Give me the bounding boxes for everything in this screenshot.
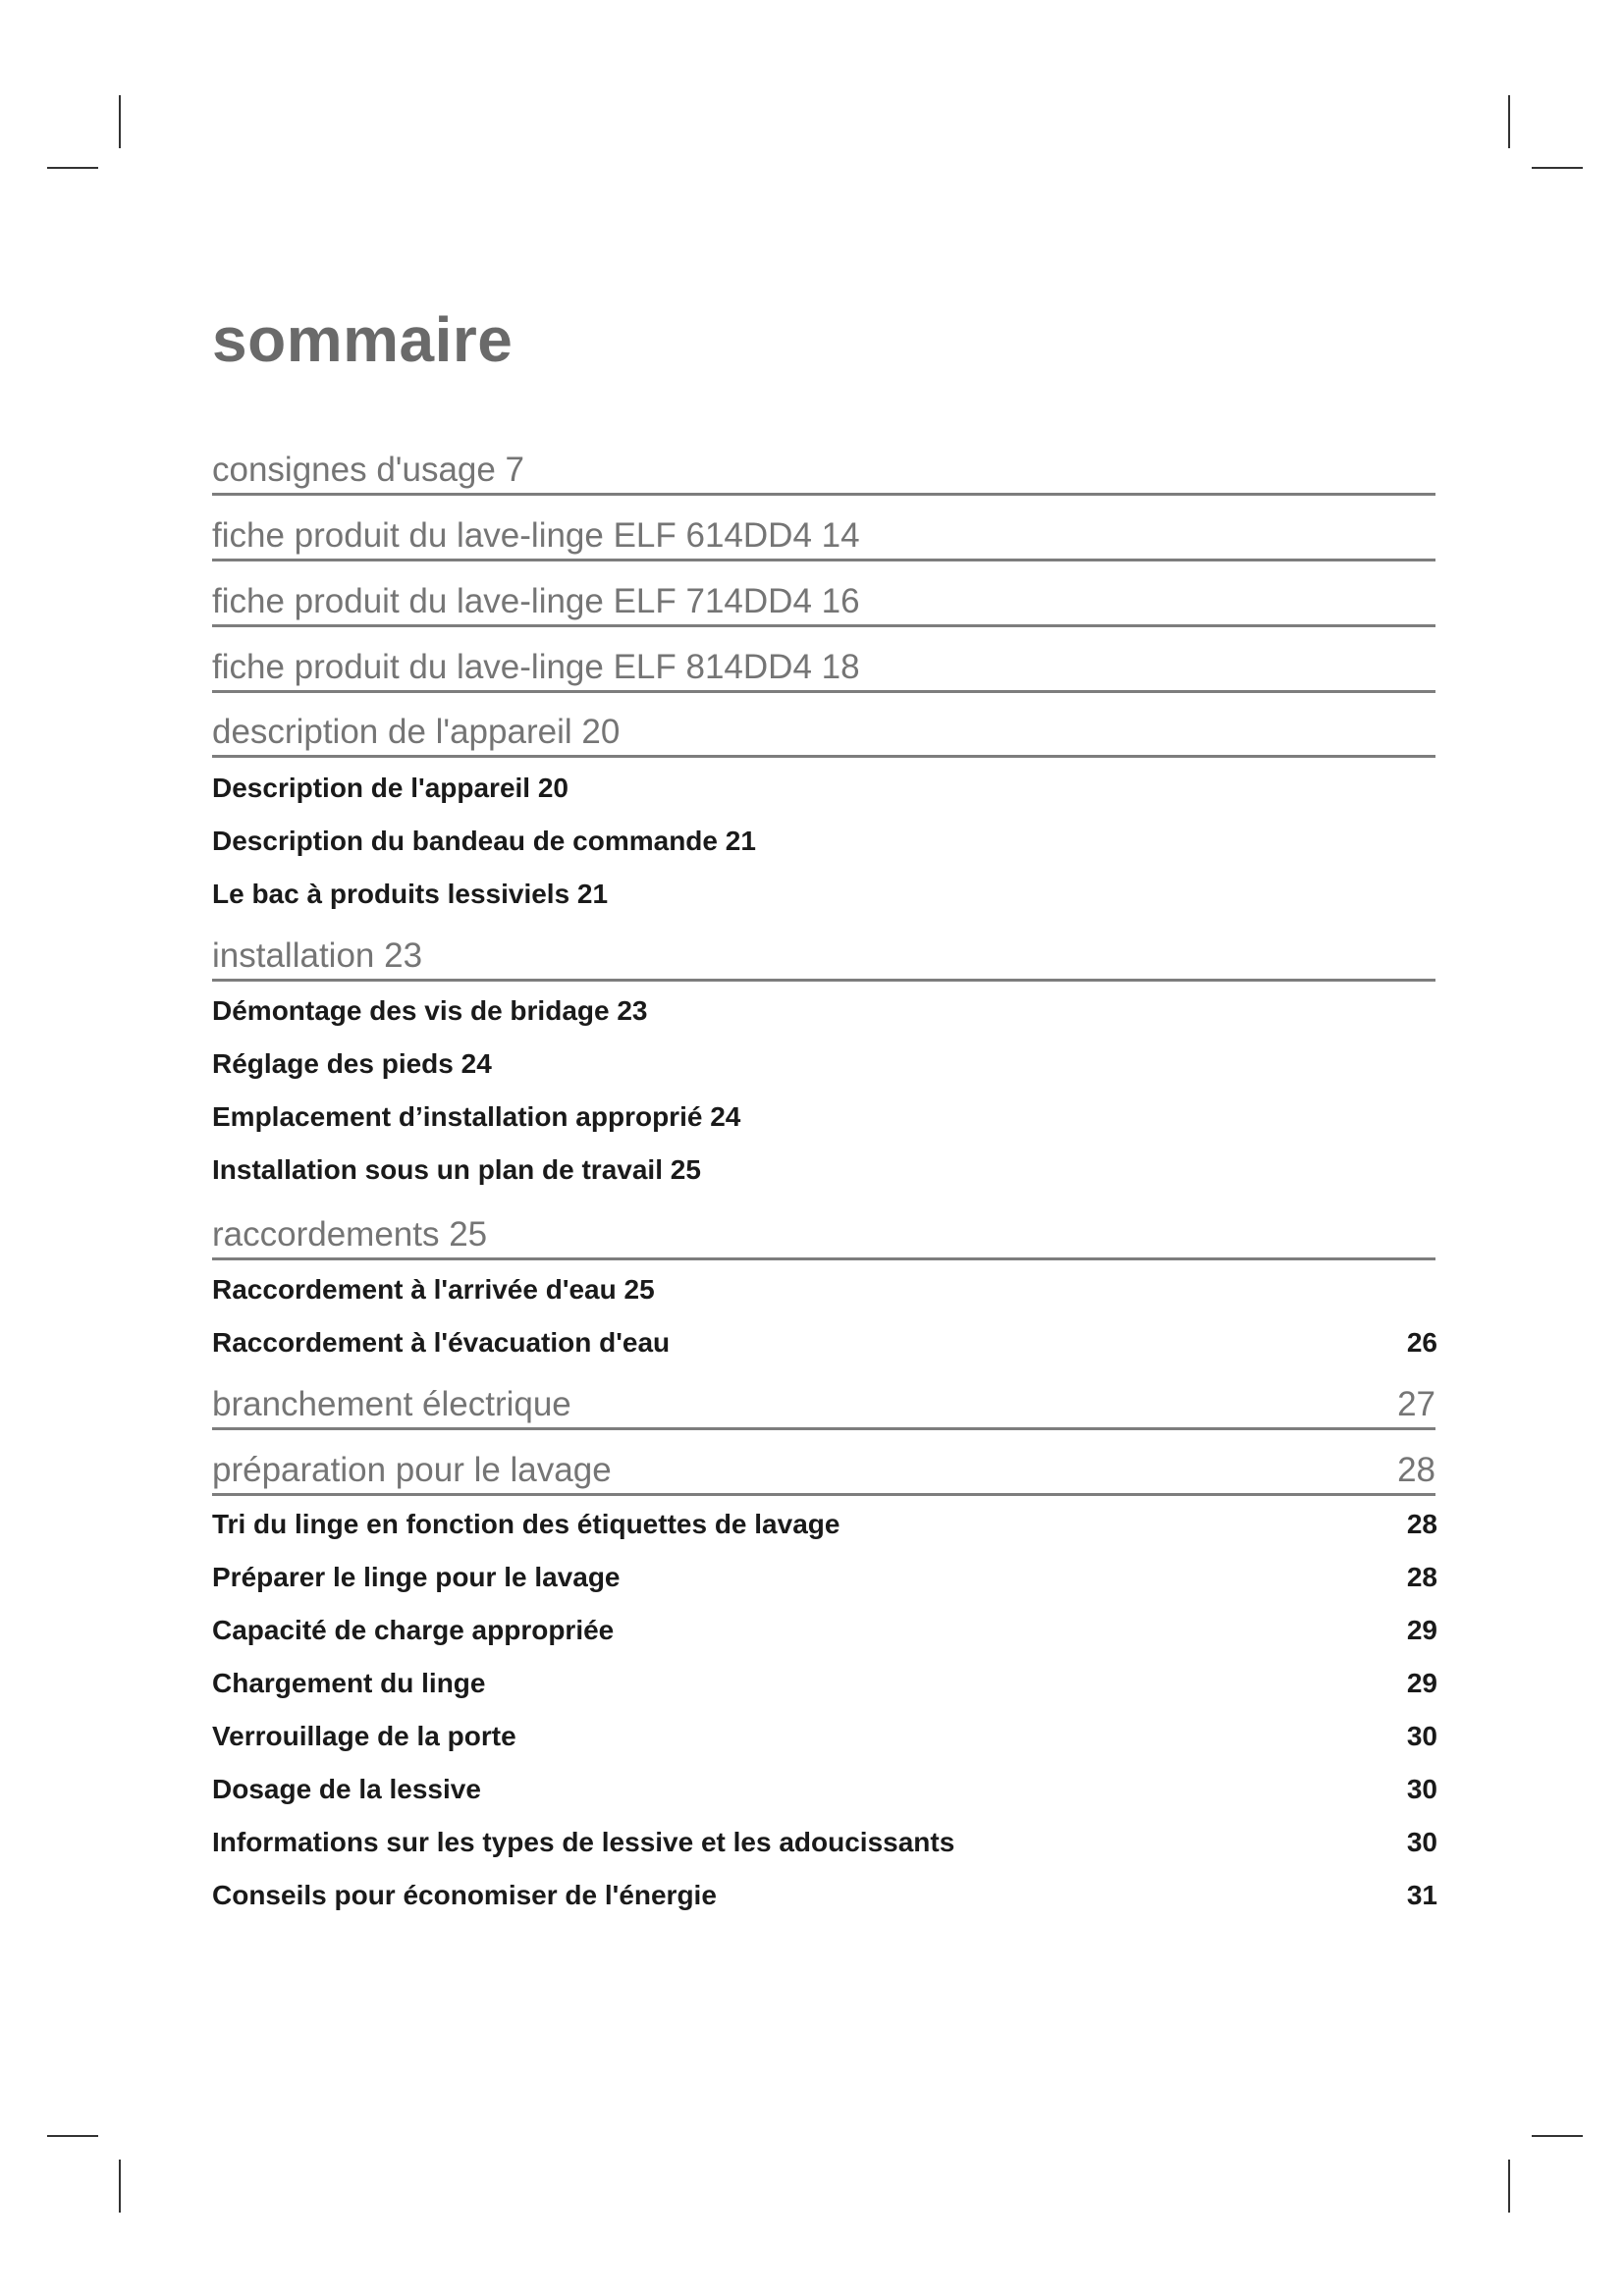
toc-entry-title: Description du bandeau de commande 21 [212,826,756,856]
toc-section-heading[interactable] [212,513,1435,561]
toc-entry[interactable] [212,993,1437,1029]
crop-mark-top-left-vertical [119,95,121,148]
toc-entry-page-number: 29 [1406,1615,1437,1645]
toc-entry-title: Dosage de la lessive [212,1774,481,1804]
toc-section-heading[interactable] [212,934,1435,982]
toc-entry-title: Description de l'appareil 20 [212,773,569,803]
toc-entry-title: Conseils pour économiser de l'énergie [212,1880,717,1910]
toc-entry-title: Le bac à produits lessiviels 21 [212,879,609,909]
toc-entry-title: Raccordement à l'arrivée d'eau 25 [212,1274,655,1305]
toc-entry-page-number: 31 [1406,1880,1437,1910]
toc-entry-page-number: 28 [1406,1562,1437,1592]
toc-entry-title: description de l'appareil 20 [212,713,621,751]
toc-entry-page-number: 28 [1406,1509,1437,1539]
toc-entry[interactable] [212,1046,1437,1082]
toc-section-heading[interactable] [212,645,1435,693]
crop-mark-bottom-left-vertical [119,2160,121,2213]
page-title: sommaire [212,304,514,375]
toc-entry-title: Préparer le linge pour le lavage [212,1562,621,1592]
toc-entry-title: Verrouillage de la porte [212,1721,516,1751]
toc-section-heading[interactable] [212,1212,1435,1260]
toc-entry-title: branchement électrique [212,1385,571,1423]
crop-mark-top-left-horizontal [47,167,98,169]
toc-section-heading[interactable] [212,448,1435,496]
toc-section-heading[interactable] [212,1448,1435,1496]
toc-entry-title: Raccordement à l'évacuation d'eau [212,1327,671,1358]
toc-entry-title: Capacité de charge appropriée [212,1615,615,1645]
toc-entry[interactable] [212,1719,1437,1754]
toc-entry-title: Démontage des vis de bridage 23 [212,995,648,1026]
toc-section-heading[interactable] [212,710,1435,758]
toc-entry[interactable] [212,1507,1437,1542]
toc-entry[interactable] [212,1666,1437,1701]
toc-entry-title: fiche produit du lave-linge ELF 614DD4 14 [212,516,860,555]
crop-mark-top-right-horizontal [1532,167,1583,169]
toc-entry-title: Réglage des pieds 24 [212,1048,492,1079]
crop-mark-top-right-vertical [1508,95,1510,148]
toc-entry-page-number: 30 [1406,1721,1437,1751]
toc-entry[interactable] [212,1878,1437,1913]
toc-entry-title: Chargement du linge [212,1668,486,1698]
toc-entry-title: fiche produit du lave-linge ELF 814DD4 18 [212,648,860,686]
toc-entry-page-number: 28 [1397,1451,1435,1489]
toc-entry-page-number: 30 [1406,1827,1437,1857]
toc-entry[interactable] [212,1272,1437,1308]
toc-entry-title: Tri du linge en fonction des étiquettes de lavage [212,1509,840,1539]
toc-entry[interactable] [212,1099,1437,1135]
toc-entry-page-number: 26 [1406,1327,1437,1358]
toc-entry-title: consignes d'usage 7 [212,451,525,489]
toc-entry-page-number: 30 [1406,1774,1437,1804]
crop-mark-bottom-right-horizontal [1532,2135,1583,2137]
crop-mark-bottom-right-vertical [1508,2160,1510,2213]
toc-entry[interactable] [212,1613,1437,1648]
toc-section-heading[interactable] [212,1382,1435,1430]
toc-entry-title: fiche produit du lave-linge ELF 714DD4 16 [212,582,860,620]
toc-entry-title: Installation sous un plan de travail 25 [212,1154,701,1185]
toc-section-heading[interactable] [212,579,1435,627]
toc-entry-title: installation 23 [212,936,423,975]
crop-mark-bottom-left-horizontal [47,2135,98,2137]
toc-entry[interactable] [212,1772,1437,1807]
toc-entry[interactable] [212,1560,1437,1595]
toc-entry-title: Emplacement d’installation approprié 24 [212,1101,741,1132]
toc-entry-title: raccordements 25 [212,1215,488,1254]
toc-entry[interactable] [212,824,1437,859]
toc-entry[interactable] [212,771,1437,806]
toc-entry[interactable] [212,1325,1437,1361]
toc-entry-title: Informations sur les types de lessive et les adoucissants [212,1827,955,1857]
toc-entry[interactable] [212,877,1437,912]
toc-entry-title: préparation pour le lavage [212,1451,612,1489]
toc-entry-page-number: 29 [1406,1668,1437,1698]
toc-entry[interactable] [212,1152,1437,1188]
toc-entry[interactable] [212,1825,1437,1860]
toc-entry-page-number: 27 [1397,1385,1435,1423]
